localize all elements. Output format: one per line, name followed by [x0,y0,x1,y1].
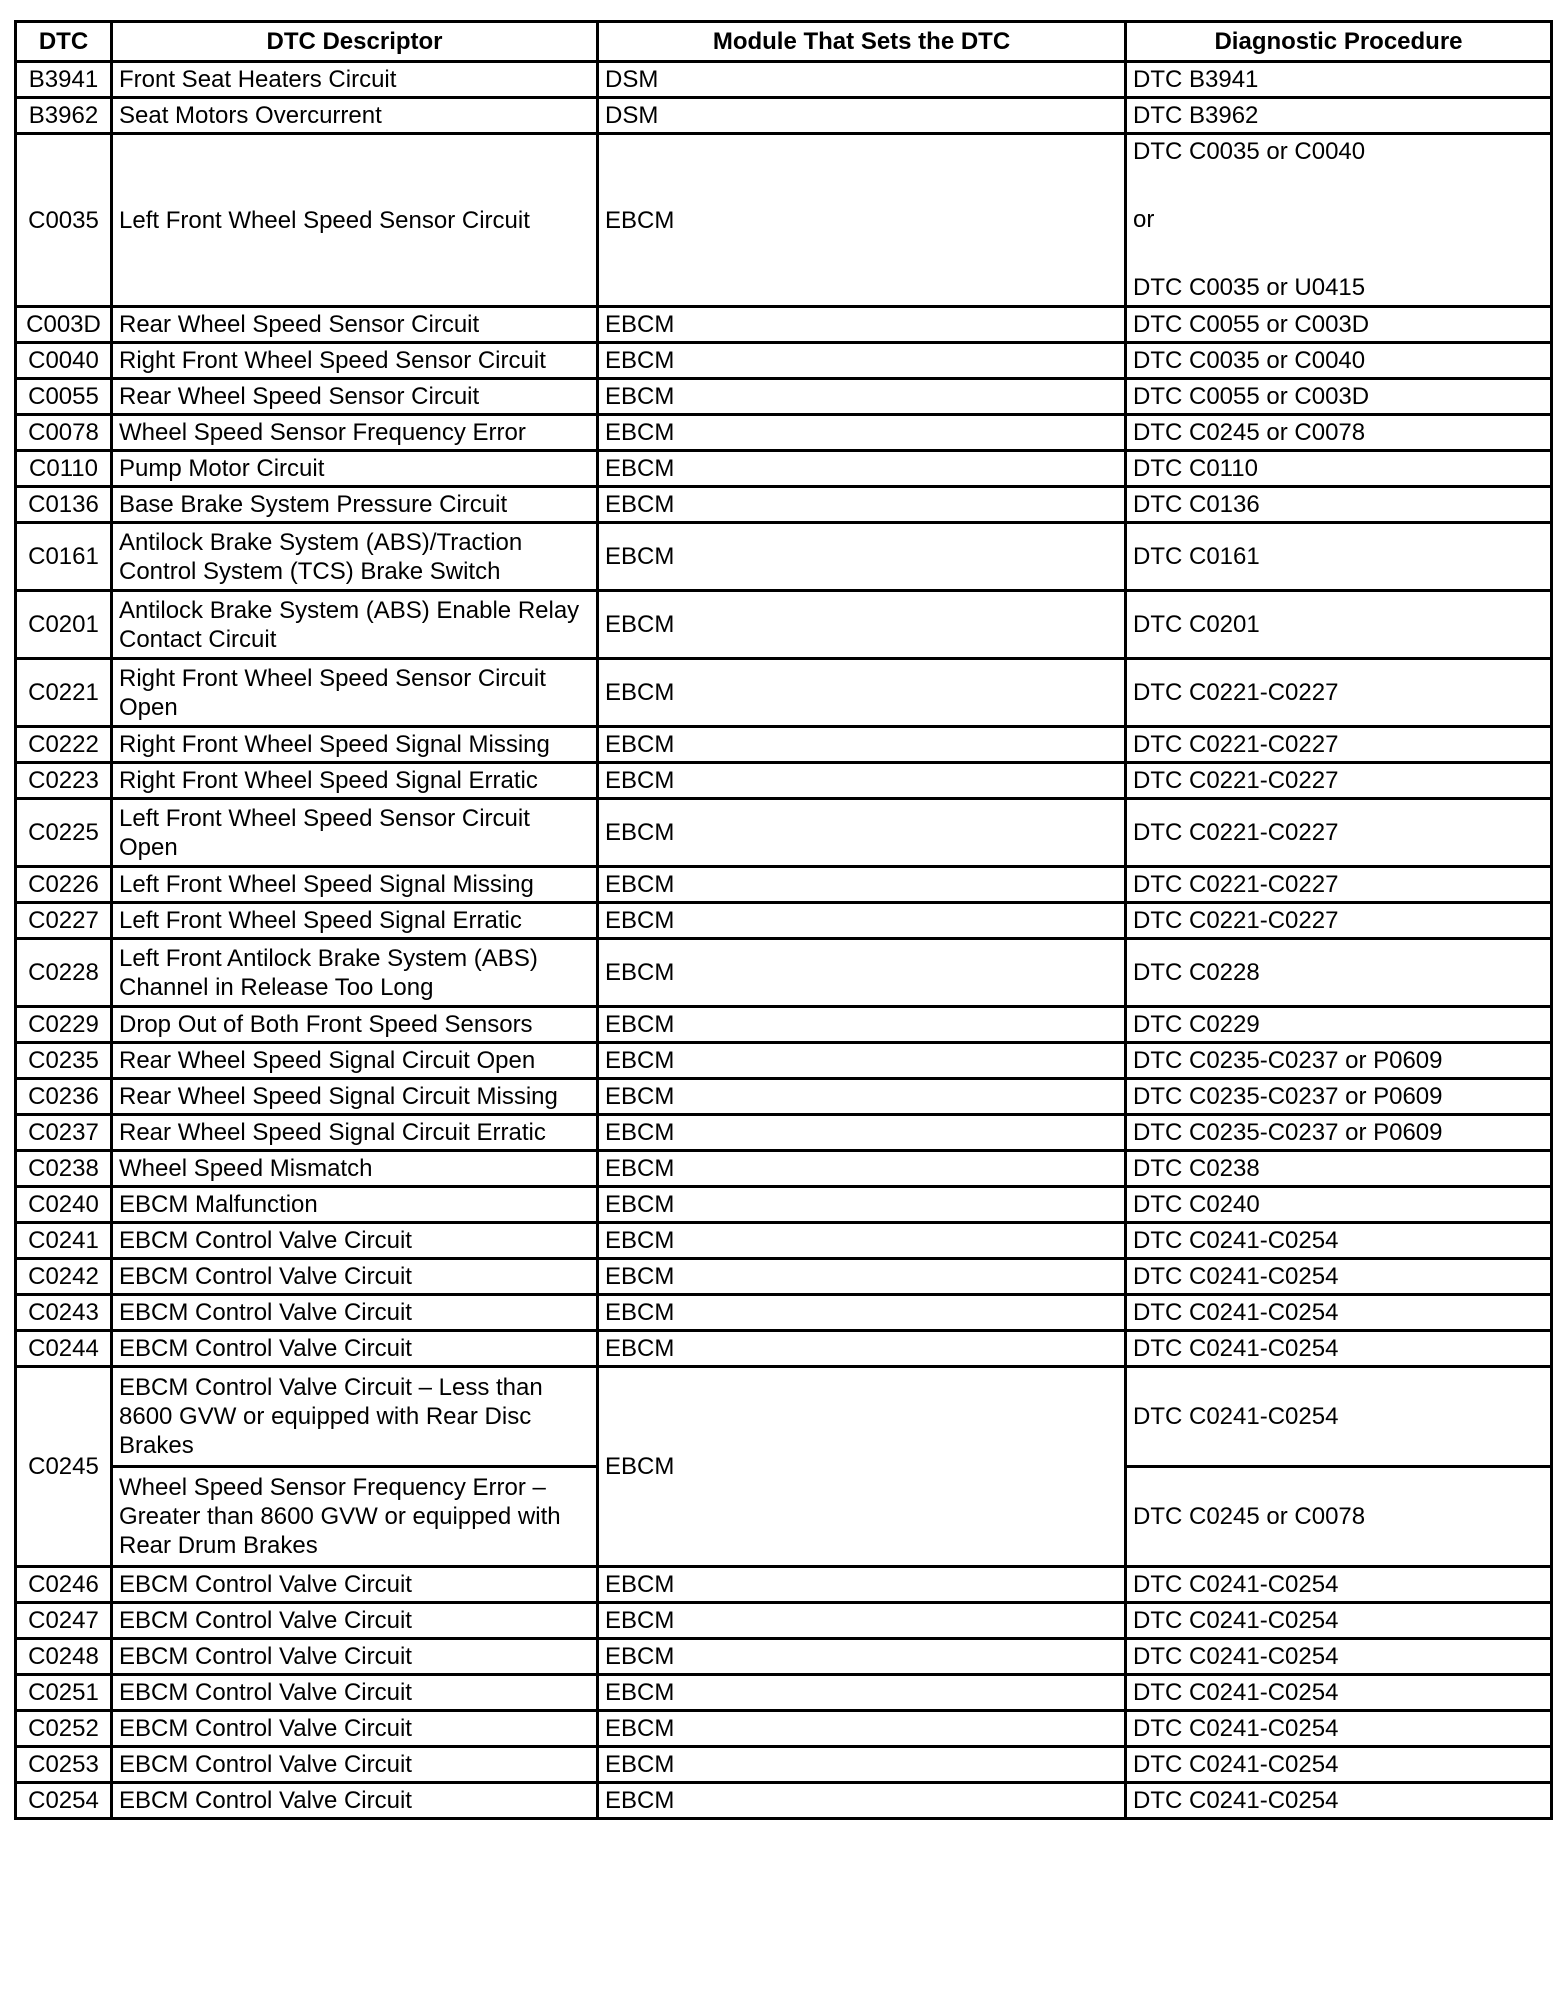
dtc-code: C0242 [16,1259,112,1295]
table-row [16,1259,1552,1295]
dtc-code: C0248 [16,1639,112,1675]
table-row [16,799,1552,867]
diagnostic-procedure: DTC C0245 or C0078 [1126,1467,1552,1567]
header-procedure: Diagnostic Procedure [1126,22,1552,62]
module-name: EBCM [598,1711,1126,1747]
diagnostic-procedure: DTC C0055 or C003D [1126,379,1552,415]
module-name: EBCM [598,1367,1126,1567]
module-name: EBCM [598,1331,1126,1367]
table-row [16,903,1552,939]
table-row [16,1223,1552,1259]
table-row [16,523,1552,591]
diagnostic-procedure: DTC C0241-C0254 [1126,1331,1552,1367]
module-name: EBCM [598,523,1126,591]
dtc-descriptor: Left Front Wheel Speed Signal Erratic [112,903,598,939]
module-name: EBCM [598,1259,1126,1295]
dtc-descriptor: Left Front Wheel Speed Signal Missing [112,867,598,903]
table-row [16,1187,1552,1223]
module-name: EBCM [598,1079,1126,1115]
table-row [16,659,1552,727]
table-row [16,62,1552,98]
dtc-descriptor: Seat Motors Overcurrent [112,98,598,134]
table-row [16,343,1552,379]
table-row [16,1675,1552,1711]
dtc-descriptor: EBCM Control Valve Circuit [112,1331,598,1367]
dtc-descriptor: EBCM Control Valve Circuit [112,1259,598,1295]
table-row [16,451,1552,487]
table-row [16,1567,1552,1603]
diagnostic-procedure: DTC C0221-C0227 [1126,763,1552,799]
dtc-code: C0253 [16,1747,112,1783]
dtc-code: C0235 [16,1043,112,1079]
dtc-code: C0241 [16,1223,112,1259]
diagnostic-procedure: DTC C0221-C0227 [1126,867,1552,903]
dtc-descriptor: EBCM Malfunction [112,1187,598,1223]
dtc-code: C0161 [16,523,112,591]
dtc-code: C0252 [16,1711,112,1747]
dtc-descriptor: Rear Wheel Speed Signal Circuit Erratic [112,1115,598,1151]
dtc-descriptor: EBCM Control Valve Circuit [112,1567,598,1603]
table-row [16,1639,1552,1675]
dtc-code: C0040 [16,343,112,379]
diagnostic-procedure: DTC C0110 [1126,451,1552,487]
dtc-descriptor: EBCM Control Valve Circuit [112,1747,598,1783]
dtc-code: C0245 [16,1367,112,1567]
diagnostic-procedure: DTC C0055 or C003D [1126,307,1552,343]
module-name: EBCM [598,1115,1126,1151]
dtc-descriptor: Right Front Wheel Speed Sensor Circuit [112,343,598,379]
module-name: EBCM [598,1675,1126,1711]
diagnostic-procedure: DTC C0235-C0237 or P0609 [1126,1043,1552,1079]
header-module: Module That Sets the DTC [598,22,1126,62]
table-row [16,1151,1552,1187]
diagnostic-procedure: DTC C0228 [1126,939,1552,1007]
dtc-code: C0222 [16,727,112,763]
table-row [16,1711,1552,1747]
diagnostic-procedure: DTC C0241-C0254 [1126,1603,1552,1639]
module-name: EBCM [598,379,1126,415]
dtc-code: C0201 [16,591,112,659]
procedure-line [1133,169,1544,203]
diagnostic-procedure: DTC C0229 [1126,1007,1552,1043]
table-row [16,1295,1552,1331]
table-row [16,1783,1552,1819]
diagnostic-procedure: DTC C0241-C0254 [1126,1567,1552,1603]
dtc-descriptor: Left Front Antilock Brake System (ABS) Channel in Release Too Long [112,939,598,1007]
dtc-descriptor: Right Front Wheel Speed Sensor Circuit Open [112,659,598,727]
table-row [16,1367,1552,1467]
diagnostic-procedure: DTC C0221-C0227 [1126,727,1552,763]
module-name: EBCM [598,939,1126,1007]
dtc-descriptor: Rear Wheel Speed Sensor Circuit [112,379,598,415]
diagnostic-procedure: DTC C0241-C0254 [1126,1223,1552,1259]
module-name: DSM [598,98,1126,134]
module-name: EBCM [598,1567,1126,1603]
dtc-descriptor: Wheel Speed Sensor Frequency Error – Greater than 8600 GVW or equipped with Rear Drum Brakes [112,1467,598,1567]
module-name: EBCM [598,1603,1126,1639]
module-name: EBCM [598,307,1126,343]
dtc-descriptor: Drop Out of Both Front Speed Sensors [112,1007,598,1043]
diagnostic-procedure: DTC C0221-C0227 [1126,903,1552,939]
dtc-descriptor: Right Front Wheel Speed Signal Missing [112,727,598,763]
table-row [16,1115,1552,1151]
table-row [16,591,1552,659]
table-header-row [16,22,1552,62]
module-name: EBCM [598,867,1126,903]
dtc-code: C0243 [16,1295,112,1331]
module-name: EBCM [598,415,1126,451]
module-name: EBCM [598,903,1126,939]
diagnostic-procedure: DTC C0241-C0254 [1126,1639,1552,1675]
diagnostic-procedure: DTC C0221-C0227 [1126,659,1552,727]
table-row [16,487,1552,523]
diagnostic-procedure: DTC C0241-C0254 [1126,1259,1552,1295]
dtc-table [14,20,1553,1820]
module-name: EBCM [598,487,1126,523]
module-name: EBCM [598,1187,1126,1223]
module-name: EBCM [598,1783,1126,1819]
module-name: EBCM [598,1223,1126,1259]
dtc-code: C0251 [16,1675,112,1711]
table-row [16,98,1552,134]
dtc-code: C003D [16,307,112,343]
dtc-code: C0055 [16,379,112,415]
dtc-descriptor: Rear Wheel Speed Signal Circuit Open [112,1043,598,1079]
dtc-descriptor: Antilock Brake System (ABS)/Traction Control System (TCS) Brake Switch [112,523,598,591]
table-row [16,134,1552,307]
diagnostic-procedure: DTC C0161 [1126,523,1552,591]
dtc-code: C0221 [16,659,112,727]
diagnostic-procedure: DTC C0136 [1126,487,1552,523]
table-row [16,727,1552,763]
dtc-descriptor: EBCM Control Valve Circuit [112,1639,598,1675]
dtc-code: C0078 [16,415,112,451]
procedure-line: DTC C0035 or C0040 [1133,138,1366,165]
dtc-code: C0246 [16,1567,112,1603]
module-name: EBCM [598,451,1126,487]
procedure-line [1133,237,1544,271]
table-row [16,867,1552,903]
diagnostic-procedure: DTC B3962 [1126,98,1552,134]
module-name: EBCM [598,1043,1126,1079]
dtc-descriptor: Left Front Wheel Speed Sensor Circuit [112,134,598,307]
module-name: EBCM [598,134,1126,307]
dtc-code: C0227 [16,903,112,939]
dtc-descriptor: Pump Motor Circuit [112,451,598,487]
dtc-descriptor: Right Front Wheel Speed Signal Erratic [112,763,598,799]
dtc-code: C0035 [16,134,112,307]
dtc-descriptor: Left Front Wheel Speed Sensor Circuit Open [112,799,598,867]
diagnostic-procedure: DTC C0235-C0237 or P0609 [1126,1079,1552,1115]
module-name: EBCM [598,1151,1126,1187]
dtc-descriptor: Base Brake System Pressure Circuit [112,487,598,523]
diagnostic-procedure: DTC C0221-C0227 [1126,799,1552,867]
procedure-line: or [1133,206,1155,233]
dtc-descriptor: EBCM Control Valve Circuit [112,1783,598,1819]
table-row [16,1007,1552,1043]
dtc-code: C0110 [16,451,112,487]
module-name: EBCM [598,763,1126,799]
module-name: EBCM [598,1747,1126,1783]
diagnostic-procedure: DTC C0035 or C0040 [1126,343,1552,379]
dtc-code: B3941 [16,62,112,98]
dtc-code: C0237 [16,1115,112,1151]
diagnostic-procedure: DTC C0241-C0254 [1126,1783,1552,1819]
dtc-code: B3962 [16,98,112,134]
diagnostic-procedure: DTC C0241-C0254 [1126,1295,1552,1331]
dtc-descriptor: EBCM Control Valve Circuit [112,1603,598,1639]
table-row [16,1079,1552,1115]
table-row [16,939,1552,1007]
table-row [16,415,1552,451]
diagnostic-procedure: DTC C0240 [1126,1187,1552,1223]
dtc-code: C0226 [16,867,112,903]
dtc-code: C0136 [16,487,112,523]
module-name: DSM [598,62,1126,98]
diagnostic-procedure: DTC C0241-C0254 [1126,1367,1552,1467]
dtc-code: C0236 [16,1079,112,1115]
dtc-code: C0228 [16,939,112,1007]
dtc-descriptor: Rear Wheel Speed Signal Circuit Missing [112,1079,598,1115]
dtc-descriptor: Wheel Speed Mismatch [112,1151,598,1187]
dtc-descriptor: Rear Wheel Speed Sensor Circuit [112,307,598,343]
dtc-code: C0223 [16,763,112,799]
table-row [16,1331,1552,1367]
diagnostic-procedure: DTC C0241-C0254 [1126,1747,1552,1783]
table-row [16,1603,1552,1639]
dtc-descriptor: EBCM Control Valve Circuit – Less than 8600 GVW or equipped with Rear Disc Brakes [112,1367,598,1467]
dtc-code: C0240 [16,1187,112,1223]
module-name: EBCM [598,591,1126,659]
module-name: EBCM [598,727,1126,763]
dtc-descriptor: EBCM Control Valve Circuit [112,1223,598,1259]
diagnostic-procedure: DTC C0241-C0254 [1126,1675,1552,1711]
header-dtc: DTC [16,22,112,62]
dtc-code: C0254 [16,1783,112,1819]
diagnostic-procedure: DTC C0241-C0254 [1126,1711,1552,1747]
table-row [16,379,1552,415]
dtc-code: C0244 [16,1331,112,1367]
table-row [16,763,1552,799]
diagnostic-procedure: DTC C0235-C0237 or P0609 [1126,1115,1552,1151]
module-name: EBCM [598,1007,1126,1043]
table-body [16,62,1552,1819]
dtc-descriptor: EBCM Control Valve Circuit [112,1711,598,1747]
dtc-descriptor: EBCM Control Valve Circuit [112,1675,598,1711]
dtc-descriptor: Antilock Brake System (ABS) Enable Relay Contact Circuit [112,591,598,659]
dtc-code: C0238 [16,1151,112,1187]
diagnostic-procedure [1126,134,1552,307]
module-name: EBCM [598,659,1126,727]
diagnostic-procedure: DTC C0245 or C0078 [1126,415,1552,451]
dtc-descriptor: EBCM Control Valve Circuit [112,1295,598,1331]
dtc-descriptor: Wheel Speed Sensor Frequency Error [112,415,598,451]
diagnostic-procedure: DTC C0238 [1126,1151,1552,1187]
module-name: EBCM [598,1295,1126,1331]
dtc-descriptor: Front Seat Heaters Circuit [112,62,598,98]
table-row [16,1747,1552,1783]
module-name: EBCM [598,1639,1126,1675]
diagnostic-procedure: DTC C0201 [1126,591,1552,659]
dtc-code: C0229 [16,1007,112,1043]
dtc-code: C0247 [16,1603,112,1639]
module-name: EBCM [598,799,1126,867]
header-descriptor: DTC Descriptor [112,22,598,62]
table-row [16,307,1552,343]
table-row [16,1043,1552,1079]
diagnostic-procedure: DTC B3941 [1126,62,1552,98]
dtc-code: C0225 [16,799,112,867]
procedure-line: DTC C0035 or U0415 [1133,274,1366,301]
module-name: EBCM [598,343,1126,379]
